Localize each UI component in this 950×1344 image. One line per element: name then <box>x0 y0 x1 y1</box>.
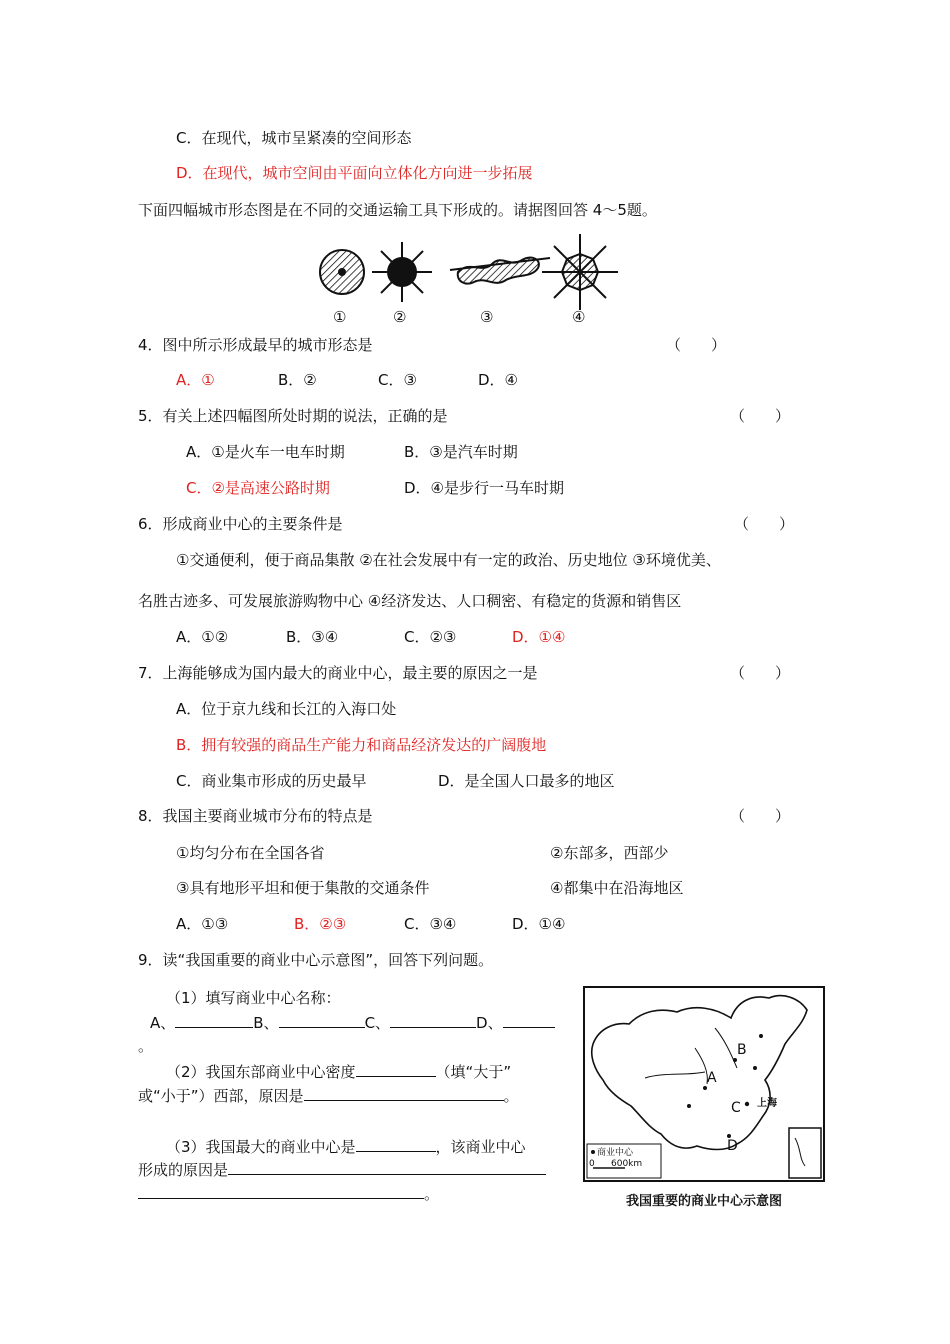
q8-option-a: A．①③ <box>176 915 229 933</box>
figure-label-1: ① <box>333 308 347 326</box>
q6-option-d-answer: D．①④ <box>512 628 566 646</box>
q9-part2-text-c: 或“小于”）西部，原因是 <box>138 1087 304 1105</box>
form-2-radial <box>372 242 432 302</box>
map-legend-text: 商业中心 <box>597 1148 634 1158</box>
reason-blank-field[interactable] <box>304 1086 504 1101</box>
map-label-d: D <box>727 1138 738 1154</box>
q8-statement-2: ②东部多，西部少 <box>550 844 669 862</box>
figure-label-4: ④ <box>572 308 586 326</box>
q9-part1-blanks <box>150 1013 555 1033</box>
q7-option-c: C．商业集市形成的历史最早 <box>176 772 367 790</box>
blank-a-field[interactable] <box>175 1013 253 1028</box>
q4-answer-paren: （ ） <box>666 336 727 354</box>
blank-d-field[interactable] <box>503 1013 555 1028</box>
q6-option-a: A．①② <box>176 628 229 646</box>
q8-answer-paren: （ ） <box>730 807 791 825</box>
q5-option-c-answer: C．②是高速公路时期 <box>186 479 330 497</box>
q9-part2-text-b: （填“大于” <box>435 1063 512 1081</box>
city-forms-figure <box>310 230 640 330</box>
blank-d-label: D、 <box>476 1014 503 1032</box>
q7-answer-paren: （ ） <box>730 664 791 682</box>
blank-a-label: A、 <box>150 1014 176 1032</box>
blank-b-label: B、 <box>253 1014 279 1032</box>
intro-text: 下面四幅城市形态图是在不同的交通运输工具下形成的。请据图回答 4～5题。 <box>138 201 657 219</box>
q5-option-a: A．①是火车一电车时期 <box>186 443 345 461</box>
q9-part3-line2 <box>138 1160 546 1180</box>
q9-part1-end: 。 <box>138 1037 154 1055</box>
q9-part2-text-a: （2）我国东部商业中心密度 <box>166 1063 356 1081</box>
q9-part3-text-b: ，该商业中心 <box>435 1138 526 1156</box>
q3-option-d-answer: D．在现代，城市空间由平面向立体化方向进一步拓展 <box>176 164 533 182</box>
q9-part3-line3 <box>138 1184 439 1204</box>
q9-stem: 9．读“我国重要的商业中心示意图”，回答下列问题。 <box>138 951 494 969</box>
q6-stem: 6．形成商业中心的主要条件是 <box>138 515 343 533</box>
q4-option-d: D．④ <box>478 371 518 389</box>
q8-option-c: C．③④ <box>404 915 457 933</box>
blank-b-field[interactable] <box>279 1013 365 1028</box>
q4-option-c: C．③ <box>378 371 417 389</box>
commercial-centers-map <box>583 986 825 1182</box>
q7-option-b-answer: B．拥有较强的商品生产能力和商品经济发达的广阔腹地 <box>176 736 547 754</box>
q9-part2-line1 <box>166 1062 511 1082</box>
q9-part2-end: 。 <box>503 1087 519 1105</box>
formation-reason-blank-field-2[interactable] <box>138 1184 424 1199</box>
form-3-strip <box>450 258 550 284</box>
q9-part3-end: 。 <box>424 1185 440 1203</box>
form-1-concentric <box>320 250 364 294</box>
q6-statements-line2: 名胜古迹多、可发展旅游购物中心 ④经济发达、人口稠密、有稳定的货源和销售区 <box>138 592 682 610</box>
map-label-shanghai: 上海 <box>757 1098 777 1109</box>
q8-stem: 8．我国主要商业城市分布的特点是 <box>138 807 373 825</box>
q9-part2-line2 <box>138 1086 519 1106</box>
map-label-c: C <box>731 1100 741 1116</box>
map-scale-text: 600km <box>611 1159 643 1169</box>
figure-label-2: ② <box>393 308 407 326</box>
q9-part1: （1）填写商业中心名称： <box>166 989 341 1007</box>
q8-statement-1: ①均匀分布在全国各省 <box>176 844 325 862</box>
map-scale-zero: 0 <box>589 1159 595 1169</box>
figure-label-3: ③ <box>480 308 494 326</box>
map-label-a: A <box>707 1070 717 1086</box>
q9-part3-line1 <box>166 1137 526 1157</box>
form-4-star <box>542 234 618 310</box>
q9-part3-text-a: （3）我国最大的商业中心是 <box>166 1138 356 1156</box>
formation-reason-blank-field[interactable] <box>228 1160 546 1175</box>
q7-option-a: A．位于京九线和长江的入海口处 <box>176 700 397 718</box>
map-label-b: B <box>737 1042 747 1058</box>
q6-statements-line1: ①交通便利，便于商品集散 ②在社会发展中有一定的政治、历史地位 ③环境优美、 <box>176 551 721 569</box>
q8-statement-4: ④都集中在沿海地区 <box>550 879 684 897</box>
q5-option-d: D．④是步行一马车时期 <box>404 479 564 497</box>
q6-option-c: C．②③ <box>404 628 457 646</box>
q5-option-b: B．③是汽车时期 <box>404 443 518 461</box>
q8-option-d: D．①④ <box>512 915 566 933</box>
q7-option-d: D．是全国人口最多的地区 <box>438 772 615 790</box>
q9-part3-text-c: 形成的原因是 <box>138 1161 229 1179</box>
q8-option-b-answer: B．②③ <box>294 915 347 933</box>
q6-answer-paren: （ ） <box>734 515 795 533</box>
q7-stem: 7．上海能够成为国内最大的商业中心，最主要的原因之一是 <box>138 664 538 682</box>
blank-c-label: C、 <box>364 1014 391 1032</box>
map-caption: 我国重要的商业中心示意图 <box>625 1194 782 1209</box>
density-blank-field[interactable] <box>356 1062 436 1077</box>
q4-stem: 4．图中所示形成最早的城市形态是 <box>138 336 373 354</box>
q8-statement-3: ③具有地形平坦和便于集散的交通条件 <box>176 879 430 897</box>
q5-answer-paren: （ ） <box>730 407 791 425</box>
largest-center-blank-field[interactable] <box>356 1137 436 1152</box>
q6-option-b: B．③④ <box>286 628 339 646</box>
q5-stem: 5．有关上述四幅图所处时期的说法，正确的是 <box>138 407 448 425</box>
q4-option-b: B．② <box>278 371 317 389</box>
q3-option-c: C．在现代，城市呈紧凑的空间形态 <box>176 129 412 147</box>
q4-option-a-answer: A．① <box>176 371 215 389</box>
blank-c-field[interactable] <box>390 1013 476 1028</box>
